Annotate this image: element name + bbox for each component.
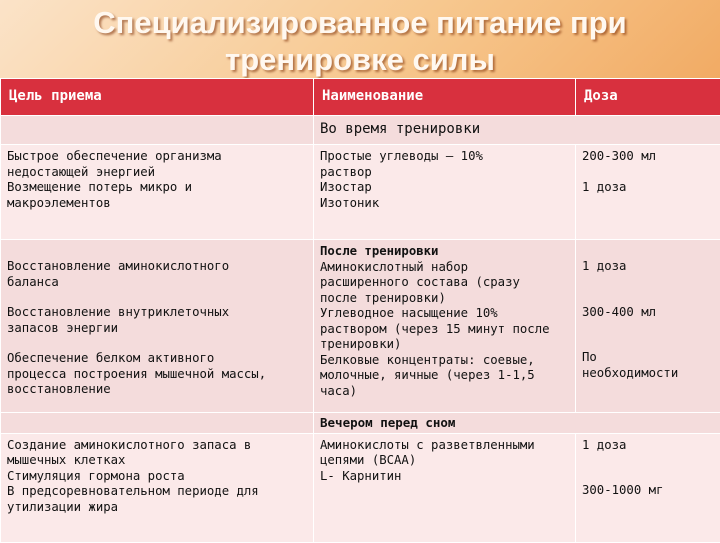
section-row-during <box>1 116 720 145</box>
cell-line: По <box>582 350 714 366</box>
dose-cell <box>576 145 720 240</box>
cell-line: L- Карнитин <box>320 469 569 485</box>
cell-line: цепями (BCAA) <box>320 453 569 469</box>
name-cell <box>314 433 576 542</box>
cell-line: Простые углеводы – 10% <box>320 149 569 165</box>
nutrition-table <box>0 78 720 543</box>
cell-line: после тренировки) <box>320 291 569 307</box>
cell-line: Восстановление внутриклеточных <box>7 305 307 321</box>
cell-line: 1 доза <box>582 259 714 275</box>
section-evening-label: Вечером перед сном <box>314 413 720 434</box>
section-during-label: Во время тренировки <box>314 116 720 145</box>
cell-line: Быстрое обеспечение организма <box>7 149 307 165</box>
section-empty-cell <box>1 116 314 145</box>
cell-line: расширенного состава (сразу <box>320 275 569 291</box>
cell-line: 300-1000 мг <box>582 483 714 499</box>
title-line-1: Специализированное питание при <box>0 0 720 41</box>
after-training-heading: После тренировки <box>320 244 569 260</box>
cell-line: Изотоник <box>320 196 569 212</box>
cell-line: раствором (через 15 минут после <box>320 322 569 338</box>
cell-line: Аминокислоты с разветвленными <box>320 438 569 454</box>
dose-cell <box>576 433 720 542</box>
section-row-evening <box>1 413 720 434</box>
table-row <box>1 240 720 413</box>
cell-line: Углеводное насыщение 10% <box>320 306 569 322</box>
cell-line: утилизации жира <box>7 500 307 516</box>
cell-line: восстановление <box>7 382 307 398</box>
table-row <box>1 145 720 240</box>
dose-cell <box>576 240 720 413</box>
cell-line: запасов энергии <box>7 321 307 337</box>
table-header-row <box>1 79 720 116</box>
cell-line: часа) <box>320 384 569 400</box>
cell-line: В предсоревновательном периоде для <box>7 484 307 500</box>
goal-cell <box>1 433 314 542</box>
header-name: Наименование <box>314 79 576 116</box>
cell-line: Изостар <box>320 180 569 196</box>
cell-line: тренировки) <box>320 337 569 353</box>
cell-line: Стимуляция гормона роста <box>7 469 307 485</box>
cell-line: Аминокислотный набор <box>320 260 569 276</box>
cell-line: Белковые концентраты: соевые, <box>320 353 569 369</box>
cell-line: Обеспечение белком активного <box>7 351 307 367</box>
cell-line: раствор <box>320 165 569 181</box>
title-line-2: тренировке силы <box>0 41 720 78</box>
cell-line: макроэлементов <box>7 196 307 212</box>
name-cell <box>314 240 576 413</box>
cell-line: молочные, яичные (через 1-1,5 <box>320 368 569 384</box>
cell-line: 1 доза <box>582 438 714 454</box>
cell-line: мышечных клетках <box>7 453 307 469</box>
slide-title <box>0 0 720 80</box>
cell-line: недостающей энергией <box>7 165 307 181</box>
cell-line: 1 доза <box>582 180 714 196</box>
goal-cell <box>1 145 314 240</box>
cell-line: необходимости <box>582 366 714 382</box>
cell-line: Восстановление аминокислотного <box>7 259 307 275</box>
table-row <box>1 433 720 542</box>
section-empty-cell <box>1 413 314 434</box>
cell-line: 200-300 мл <box>582 149 714 165</box>
cell-line: Возмещение потерь микро и <box>7 180 307 196</box>
header-goal: Цель приема <box>1 79 314 116</box>
cell-line: баланса <box>7 275 307 291</box>
cell-line: Создание аминокислотного запаса в <box>7 438 307 454</box>
cell-line: процесса построения мышечной массы, <box>7 367 307 383</box>
header-dose: Доза <box>576 79 720 116</box>
cell-line: 300-400 мл <box>582 305 714 321</box>
goal-cell <box>1 240 314 413</box>
name-cell <box>314 145 576 240</box>
